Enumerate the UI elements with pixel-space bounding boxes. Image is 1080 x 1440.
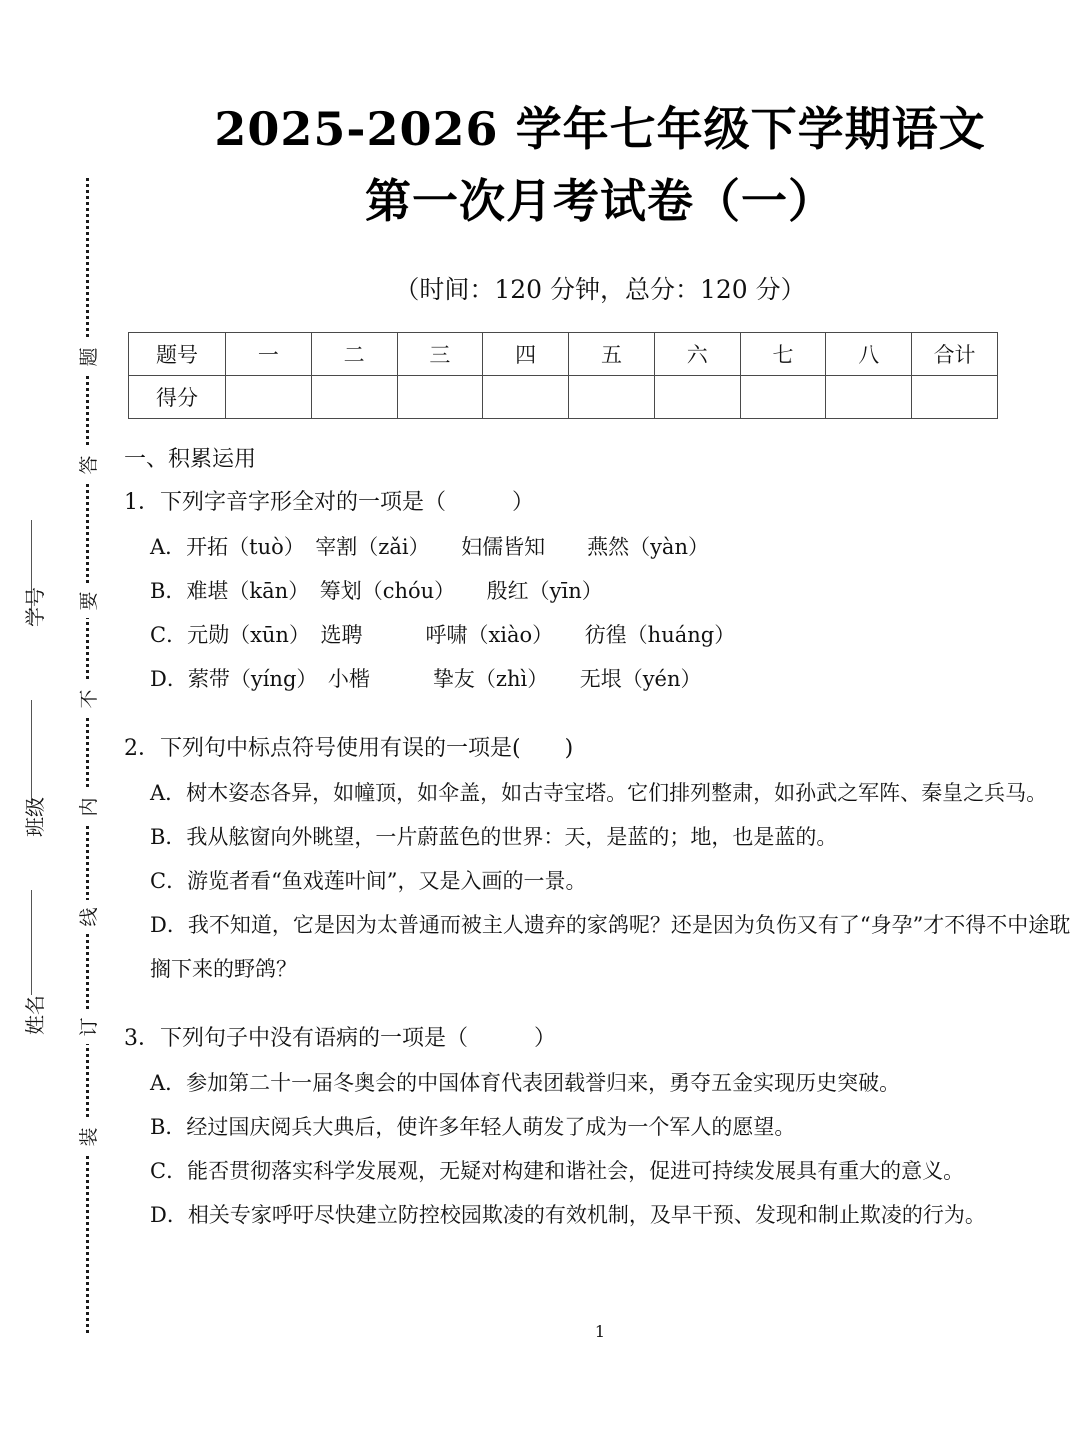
score-table-col-1: 一	[226, 333, 312, 376]
score-cell-8[interactable]	[826, 376, 912, 419]
page-title-line-2: 第一次月考试卷（一）	[365, 174, 835, 228]
score-cell-5[interactable]	[569, 376, 655, 419]
seal-char-2: 答	[72, 448, 106, 482]
score-cell-3[interactable]	[397, 376, 483, 419]
score-table-col-8: 八	[826, 333, 912, 376]
score-table-col-5: 五	[569, 333, 655, 376]
section-heading-1: 一、积累运用	[124, 447, 257, 472]
seal-char-5: 内	[72, 790, 106, 824]
score-cell-6[interactable]	[654, 376, 740, 419]
score-cell-1[interactable]	[226, 376, 312, 419]
class-label: 班级	[23, 797, 47, 837]
question-2-option-a[interactable]: A．树木姿态各异，如幢顶，如伞盖，如古寺宝塔。它们排列整肃，如孙武之军阵、秦皇之兵马。	[150, 781, 1048, 805]
score-table-col-3: 三	[397, 333, 483, 376]
question-3-option-c[interactable]: C．能否贯彻落实科学发展观，无疑对构建和谐社会，促进可持续发展具有重大的意义。	[150, 1159, 965, 1183]
score-cell-total[interactable]	[912, 376, 998, 419]
score-table-col-4: 四	[483, 333, 569, 376]
question-2-option-b[interactable]: B．我从舷窗向外眺望，一片蔚蓝色的世界：天，是蓝的；地，也是蓝的。	[150, 825, 838, 849]
student-id-label: 学号	[23, 587, 47, 627]
question-2-option-d[interactable]: D．我不知道，它是因为太普通而被主人遗弃的家鸽呢？还是因为负伤又有了“身孕”才不得不中途耽搁下来的野鸽？	[150, 913, 1071, 981]
question-2-stem: 2．下列句中标点符号使用有误的一项是( )	[124, 736, 574, 761]
question-3-option-d[interactable]: D．相关专家呼吁尽快建立防控校园欺凌的有效机制，及早干预、发现和制止欺凌的行为。	[150, 1203, 986, 1227]
question-1-option-b[interactable]: B．难堪（kān） 筹划（chóu） 殷红（yīn）	[150, 579, 603, 603]
name-label: 姓名	[23, 995, 47, 1035]
page-number: 1	[594, 1322, 606, 1341]
question-gap-2	[124, 991, 1080, 1017]
seal-char-6: 线	[72, 900, 106, 934]
binding-margin	[0, 0, 120, 1440]
question-3-stem: 3．下列句子中没有语病的一项是（ ）	[124, 1026, 556, 1051]
question-2-option-c[interactable]: C．游览者看“鱼戏莲叶间”，又是入画的一景。	[150, 869, 587, 893]
question-3-option-b[interactable]: B．经过国庆阅兵大典后，使许多年轻人萌发了成为一个军人的愿望。	[150, 1115, 796, 1139]
score-table	[128, 332, 998, 419]
score-cell-2[interactable]	[311, 376, 397, 419]
question-1-option-d[interactable]: D．萦带（yíng） 小楷 挚友（zhì） 无垠（yén）	[150, 667, 702, 691]
score-table-row-label-0: 题号	[129, 333, 226, 376]
score-table-row-label-1: 得分	[129, 376, 226, 419]
name-rule	[31, 890, 32, 995]
question-1-option-a[interactable]: A．开拓（tuò） 宰割（zǎi） 妇儒皆知 燕然（yàn）	[150, 535, 709, 559]
page-body	[120, 0, 1080, 1440]
page-title-line-1: 2025-2026 学年七年级下学期语文	[214, 102, 986, 156]
seal-char-7: 订	[72, 1010, 106, 1044]
seal-char-4: 不	[72, 682, 106, 716]
question-gap-1	[124, 701, 1080, 727]
score-table-col-6: 六	[654, 333, 740, 376]
seal-char-8: 装	[72, 1120, 106, 1154]
question-1-stem: 1．下列字音字形全对的一项是（ ）	[124, 490, 534, 515]
table-row-scores	[129, 376, 998, 419]
score-cell-4[interactable]	[483, 376, 569, 419]
exam-content	[120, 441, 1080, 1237]
seal-char-1: 题	[72, 340, 106, 374]
score-table-col-7: 七	[740, 333, 826, 376]
score-table-col-2: 二	[311, 333, 397, 376]
question-3-option-a[interactable]: A．参加第二十一届冬奥会的中国体育代表团载誉归来，勇夺五金实现历史突破。	[150, 1071, 901, 1095]
exam-subtitle: （时间：120 分钟，总分：120 分）	[394, 275, 806, 304]
seal-char-3: 要	[72, 584, 106, 618]
question-1-option-c[interactable]: C．元勋（xūn） 选聘 呼啸（xiào） 彷徨（huáng）	[150, 623, 736, 647]
table-row-header	[129, 333, 998, 376]
score-table-col-total: 合计	[912, 333, 998, 376]
score-cell-7[interactable]	[740, 376, 826, 419]
